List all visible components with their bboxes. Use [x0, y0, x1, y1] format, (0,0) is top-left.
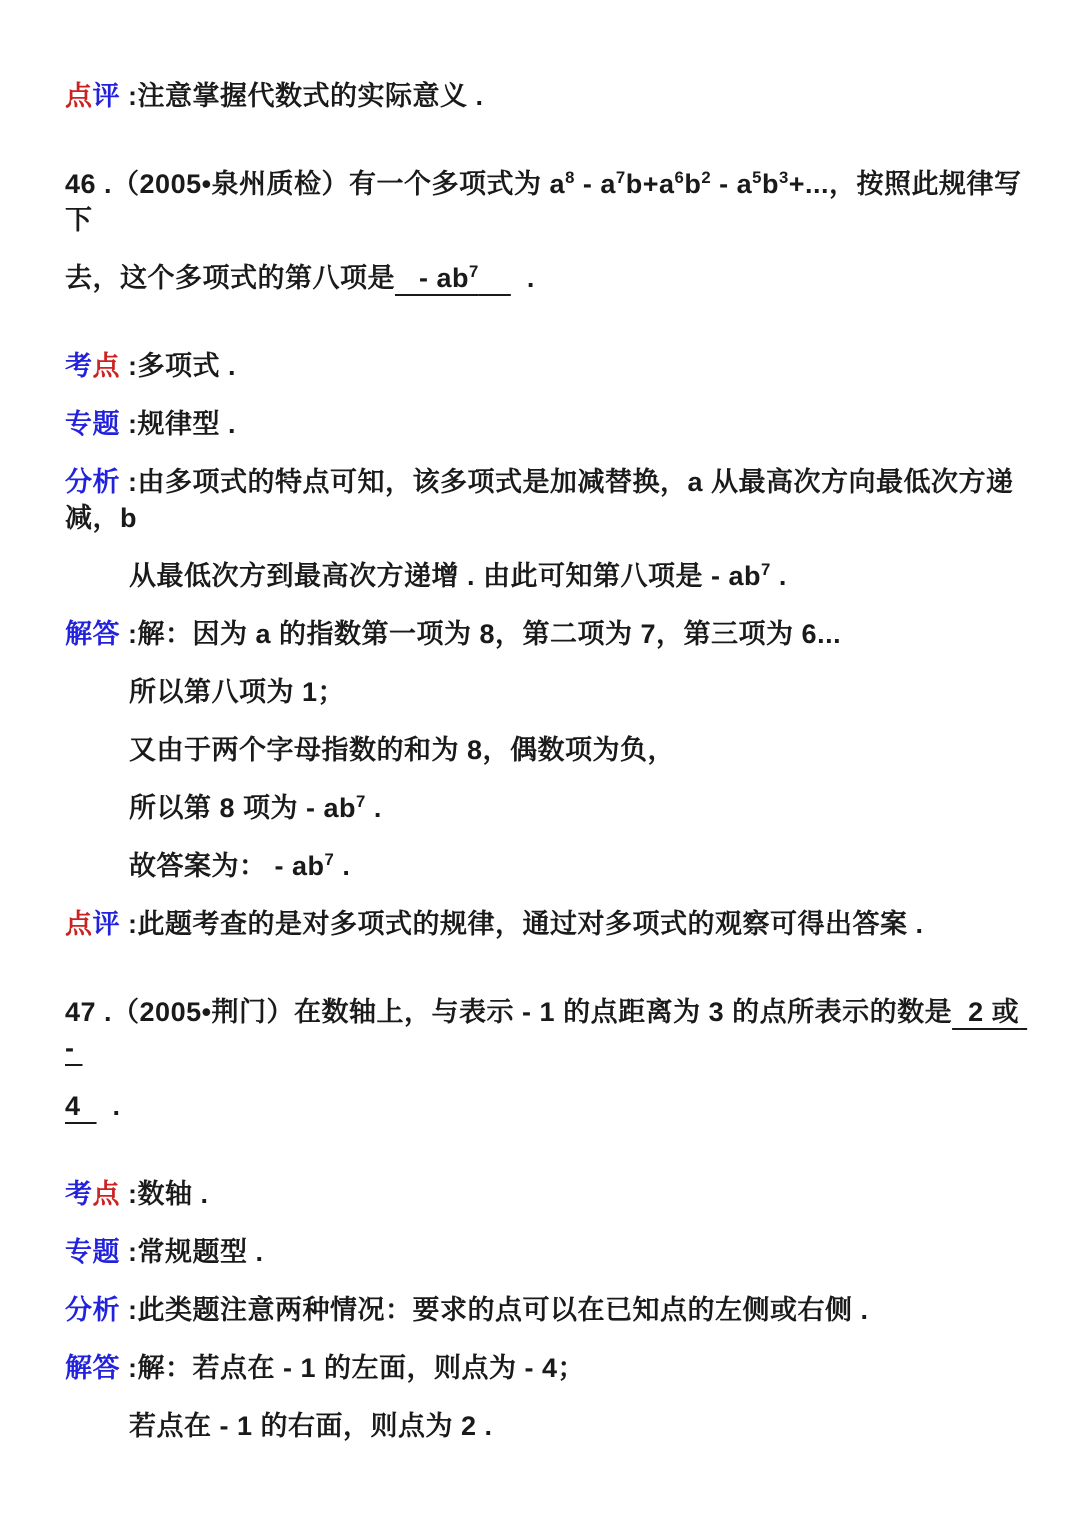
text-segment: - a [711, 169, 753, 199]
text-segment: 2 或 - [65, 997, 1028, 1063]
solution-46-line-1 [65, 616, 1028, 652]
text-segment: 4 [65, 1091, 97, 1121]
underlined-answer [479, 263, 511, 293]
text-segment: 考 [65, 1179, 93, 1209]
text-segment: 分析 [65, 1295, 120, 1325]
review-note-45 [65, 78, 1028, 114]
text-segment: :规律型 . [120, 409, 236, 439]
text-segment: 所以第八项为 1； [129, 677, 346, 707]
text-segment: 47 .（2005•荆门）在数轴上，与表示 - 1 的点距离为 3 的点所表示的数是 [65, 997, 953, 1027]
superscript-exponent: 7 [469, 262, 479, 281]
superscript-exponent: 7 [615, 168, 626, 187]
text-segment [479, 263, 511, 293]
review-note-46 [65, 906, 1028, 942]
text-segment: 点 [92, 351, 120, 381]
text-segment: 专题 [65, 1237, 120, 1267]
text-segment: :注意掌握代数式的实际意义 . [120, 81, 484, 111]
problem-47-stem-line-2 [65, 1088, 1028, 1124]
superscript-exponent: 7 [761, 560, 771, 579]
text-segment: 故答案为： - ab [129, 851, 325, 881]
document-body [65, 78, 1028, 1444]
text-segment: :此题考查的是对多项式的规律，通过对多项式的观察可得出答案 . [120, 909, 924, 939]
text-segment: :常规题型 . [120, 1237, 264, 1267]
topic-46 [65, 406, 1028, 442]
superscript-exponent: 7 [324, 850, 335, 869]
underlined-answer [395, 263, 469, 293]
text-segment: :此类题注意两种情况：要求的点可以在已知点的左侧或右侧 . [120, 1295, 869, 1325]
text-segment: 解答 [65, 1353, 120, 1383]
text-segment: . [770, 561, 787, 591]
underlined-answer [469, 263, 479, 293]
topic-47 [65, 1234, 1028, 1270]
text-segment: 评 [92, 909, 120, 939]
solution-46-line-3 [65, 732, 1028, 768]
solution-46-line-5 [65, 848, 1028, 884]
solution-47-line-1 [65, 1350, 1028, 1386]
superscript-exponent: 3 [778, 168, 789, 187]
text-segment: . [96, 1091, 121, 1121]
text-segment: 点 [65, 81, 93, 111]
text-segment: 又由于两个字母指数的和为 8，偶数项为负， [129, 735, 676, 765]
problem-46-stem-line-2 [65, 260, 1028, 296]
underlined-answer [65, 1091, 97, 1121]
text-segment: :数轴 . [120, 1179, 209, 1209]
text-segment: - ab [395, 263, 470, 293]
text-segment: 从最低次方到最高次方递增 . 由此可知第八项是 - ab [129, 561, 762, 591]
exam-point-47 [65, 1176, 1028, 1212]
text-segment: +...，按照此规律写下 [65, 169, 1022, 235]
solution-47-line-2 [65, 1408, 1028, 1444]
text-segment: b+a [625, 169, 675, 199]
text-segment: 若点在 - 1 的右面，则点为 2 . [129, 1411, 493, 1441]
solution-46-line-4 [65, 790, 1028, 826]
superscript-exponent: 6 [674, 168, 685, 187]
text-segment: 点 [92, 1179, 120, 1209]
text-segment: 点 [65, 909, 93, 939]
problem-46-stem-line-1 [65, 166, 1028, 238]
exam-point-46 [65, 348, 1028, 384]
text-segment: . [334, 851, 351, 881]
text-segment: 所以第 8 项为 - ab [129, 793, 357, 823]
text-segment: 解答 [65, 619, 120, 649]
problem-47-stem-line-1 [65, 994, 1028, 1066]
solution-46-line-2 [65, 674, 1028, 710]
text-segment: 去，这个多项式的第八项是 [65, 263, 395, 293]
superscript-exponent: 7 [356, 792, 366, 811]
text-segment: b [761, 169, 779, 199]
text-segment: :解：因为 a 的指数第一项为 8，第二项为 7，第三项为 6... [120, 619, 842, 649]
text-segment: 专题 [65, 409, 120, 439]
text-segment: 评 [92, 81, 120, 111]
superscript-exponent: 5 [752, 168, 762, 187]
text-segment: :解：若点在 - 1 的左面，则点为 - 4； [120, 1353, 586, 1383]
superscript-exponent: 2 [701, 168, 712, 187]
text-segment: - a [574, 169, 616, 199]
text-segment: 46 .（2005•泉州质检）有一个多项式为 a [65, 169, 566, 199]
text-segment: b [684, 169, 702, 199]
analysis-46-line-2 [65, 558, 1028, 594]
analysis-46-line-1 [65, 464, 1028, 536]
text-segment: . [365, 793, 382, 823]
text-segment: :多项式 . [120, 351, 236, 381]
text-segment: :由多项式的特点可知，该多项式是加减替换，a 从最高次方向最低次方递减，b [65, 467, 1014, 533]
analysis-47 [65, 1292, 1028, 1328]
text-segment: 考 [65, 351, 93, 381]
superscript-exponent: 8 [565, 168, 575, 187]
text-segment: 分析 [65, 467, 120, 497]
text-segment: . [510, 263, 535, 293]
